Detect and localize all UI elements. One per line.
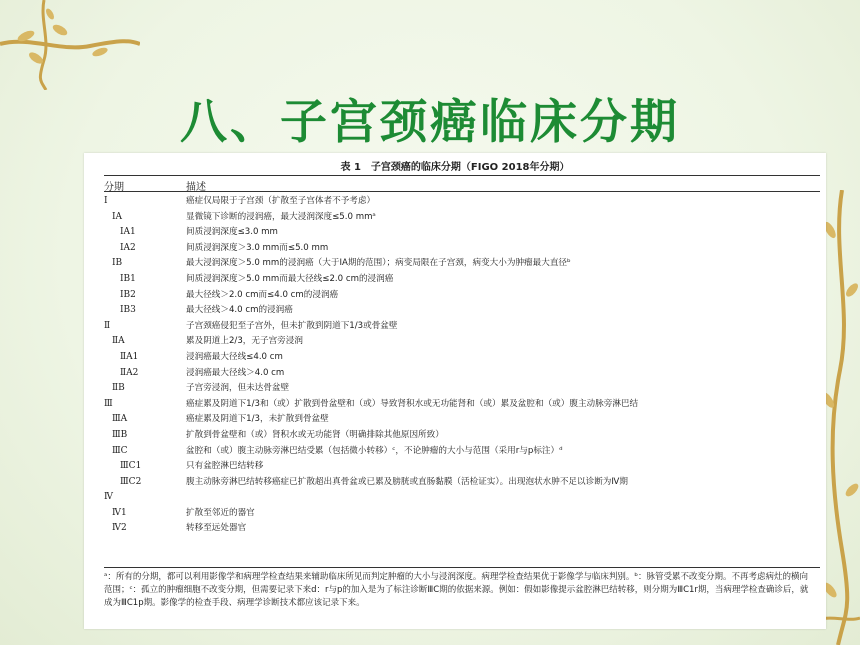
table-row (104, 381, 820, 397)
table-row (104, 225, 820, 241)
table-row (104, 397, 820, 413)
description-cell: 癌症仅局限于子宫颈（扩散至子宫体者不予考虑） (186, 196, 376, 206)
stage-cell: Ⅲ (104, 398, 113, 409)
header-description: 描述 (186, 182, 206, 193)
stage-cell: ⅡA2 (120, 367, 139, 378)
stage-cell: ⅠB1 (120, 273, 136, 284)
stage-cell: ⅢC1 (120, 461, 142, 472)
stage-cell: Ⅳ (104, 492, 113, 503)
description-cell: 浸润癌最大径线≤4.0 cm (186, 351, 283, 362)
description-cell: 腹主动脉旁淋巴结转移癌症已扩散超出真骨盆或已累及膀胱或直肠黏膜（活检证实）。出现泡状水肿不足以诊断为Ⅳ期 (186, 476, 628, 487)
header-stage: 分期 (104, 182, 124, 193)
table-row (104, 366, 820, 382)
description-cell: 子宫颈癌侵犯至子宫外，但未扩散到阴道下1/3或骨盆壁 (186, 320, 398, 331)
description-cell: 子宫旁浸润，但未达骨盆壁 (186, 383, 290, 394)
table-row (104, 521, 820, 537)
stage-cell: ⅠA1 (120, 227, 136, 238)
stage-cell: ⅠA (112, 211, 123, 222)
table-body (104, 194, 820, 537)
stage-cell: ⅡA (112, 336, 125, 347)
slide-title: 八、子宫颈癌临床分期 (180, 95, 680, 150)
stage-cell: ⅡB (112, 383, 125, 394)
description-cell: 只有盆腔淋巴结转移 (186, 461, 264, 472)
stage-cell: ⅠB3 (120, 305, 136, 316)
table-row (104, 319, 820, 335)
description-cell: 扩散到骨盆壁和（或）肾积水或无功能肾（明确排除其他原因所致） (186, 429, 444, 440)
description-cell: 间质浸润深度＞3.0 mm而≤5.0 mm (186, 242, 329, 253)
description-cell: 转移至远处器官 (186, 523, 247, 534)
table-row (104, 241, 820, 257)
stage-cell: ⅡA1 (120, 351, 139, 362)
description-cell: 间质浸润深度＞5.0 mm而最大径线≤2.0 cm的浸润癌 (186, 273, 394, 284)
stage-cell: Ⅳ1 (112, 507, 127, 518)
description-cell: 浸润癌最大径线＞4.0 cm (186, 367, 285, 378)
table-row (104, 444, 820, 460)
description-cell: 癌症累及阴道下1/3和（或）扩散到骨盆壁和（或）导致肾积水或无功能肾和（或）累及盆腔和（或）腹主动脉旁淋巴结 (186, 398, 639, 409)
staging-table-image (84, 153, 826, 629)
description-cell: 间质浸润深度≤3.0 mm (186, 227, 278, 238)
table-row (104, 303, 820, 319)
table-row (104, 288, 820, 304)
stage-cell: ⅠB (112, 258, 123, 269)
stage-cell: ⅢC2 (120, 476, 142, 487)
stage-cell: ⅠB2 (120, 289, 136, 300)
stage-cell: ⅠA2 (120, 242, 136, 253)
table-row (104, 412, 820, 428)
description-cell: 显微镜下诊断的浸润癌，最大浸润深度≤5.0 mmᵃ (186, 211, 376, 222)
table-row (104, 272, 820, 288)
table-row (104, 334, 820, 350)
table-top-rule (104, 175, 820, 176)
stage-cell: Ⅳ2 (112, 523, 127, 534)
table-footnote: ᵃ：所有的分期，都可以利用影像学和病理学检查结果来辅助临床所见而判定肿瘤的大小与浸润深度。病理学检查结果优于影像学与临床判别。ᵇ：脉管受累不改变分期。不再考虑病灶的横向范围；ᶜ：孤立的肿瘤细胞不改变分期，但需要记录下来d：r与p的加入是为了标注诊断ⅢC期的依据来源。例如：假如影像提示盆腔淋巴结转移，则分期为ⅢC1r期，当病理学检查确诊后，就成为ⅢC1p期。影像学的检查手段、病理学诊断技术都应该记录下来。 (104, 572, 809, 608)
table-row (104, 490, 820, 506)
stage-cell: Ⅱ (104, 320, 111, 331)
description-cell: 盆腔和（或）腹主动脉旁淋巴结受累（包括微小转移）ᶜ，不论肿瘤的大小与范围（采用r与p标注）ᵈ (186, 445, 563, 456)
stage-cell: Ⅰ (104, 196, 108, 206)
table-row (104, 459, 820, 475)
table-bottom-rule (104, 567, 820, 568)
table-row (104, 256, 820, 272)
vine-decoration-top-left (0, 0, 140, 90)
table-row (104, 210, 820, 226)
description-cell: 最大浸润深度＞5.0 mm的浸润癌（大于ⅠA期的范围）；病变局限在子宫颈，病变大小为肿瘤最大直径ᵇ (186, 258, 571, 269)
table-row (104, 428, 820, 444)
description-cell: 最大径线＞4.0 cm的浸润癌 (186, 305, 293, 316)
stage-cell: ⅢB (112, 429, 128, 440)
description-cell: 扩散至邻近的器官 (186, 507, 255, 518)
table-row (104, 194, 820, 210)
table-row (104, 350, 820, 366)
table-header-rule (104, 191, 820, 192)
table-row (104, 475, 820, 491)
stage-cell: ⅢA (112, 414, 128, 425)
table-row (104, 506, 820, 522)
stage-cell: ⅢC (112, 445, 128, 456)
table-caption: 表 1 子宫颈癌的临床分期（FIGO 2018年分期） (340, 162, 570, 173)
description-cell: 累及阴道上2/3，无子宫旁浸润 (186, 336, 303, 347)
description-cell: 最大径线＞2.0 cm而≤4.0 cm的浸润癌 (186, 289, 339, 300)
description-cell: 癌症累及阴道下1/3，未扩散到骨盆壁 (186, 414, 329, 425)
